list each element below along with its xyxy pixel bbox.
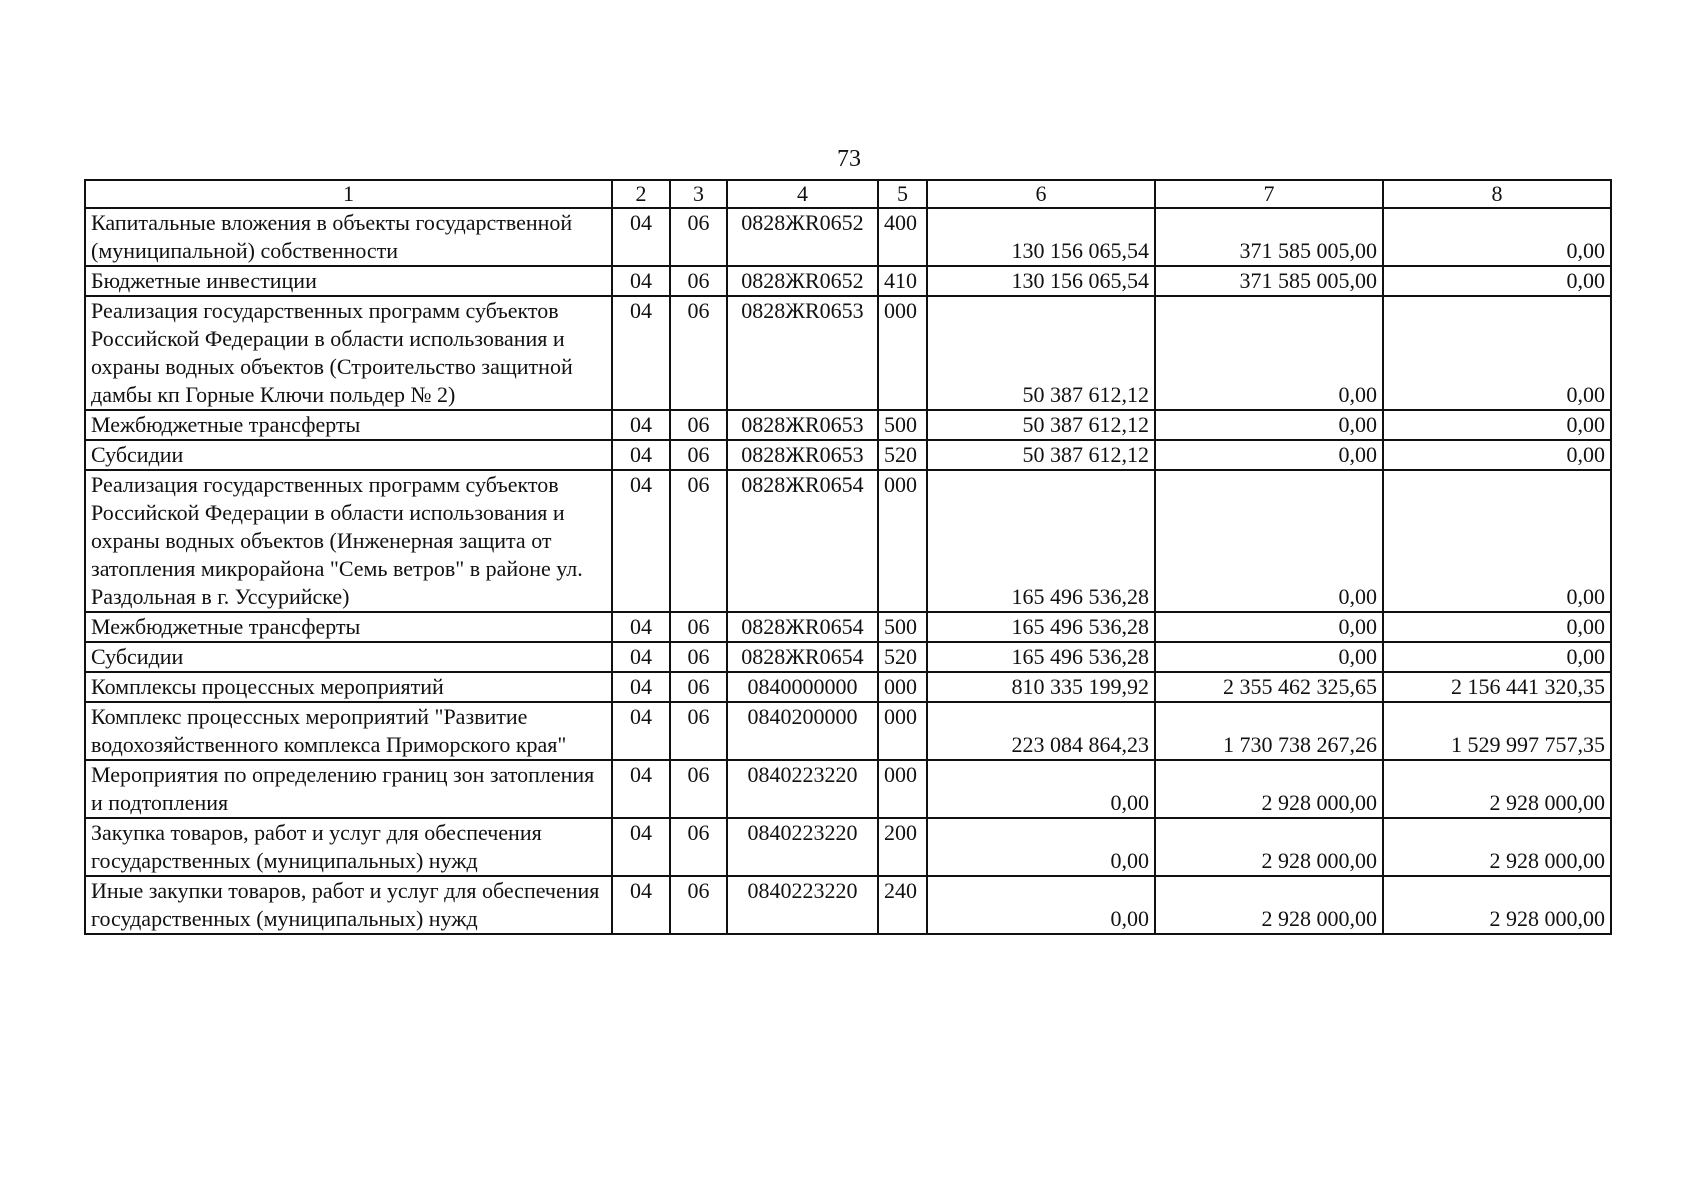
section-cell: 04 [612, 208, 670, 266]
section-cell: 04 [612, 470, 670, 612]
row-name-cell: Межбюджетные трансферты [85, 410, 612, 440]
amount-col6-cell: 50 387 612,12 [927, 440, 1155, 470]
amount-col8-cell: 0,00 [1383, 296, 1611, 410]
table-row [85, 702, 1611, 760]
amount-col6-cell: 0,00 [927, 760, 1155, 818]
target-article-cell: 0828ЖR0653 [727, 296, 878, 410]
subsection-cell: 06 [670, 296, 727, 410]
section-cell: 04 [612, 266, 670, 296]
expense-type-cell: 410 [878, 266, 927, 296]
target-article-cell: 0840223220 [727, 818, 878, 876]
subsection-cell: 06 [670, 208, 727, 266]
subsection-cell: 06 [670, 818, 727, 876]
amount-col7-cell: 0,00 [1155, 612, 1383, 642]
amount-col8-cell: 1 529 997 757,35 [1383, 702, 1611, 760]
header-cell: 1 [85, 180, 612, 208]
target-article-cell: 0828ЖR0653 [727, 440, 878, 470]
section-cell: 04 [612, 876, 670, 934]
table-row [85, 296, 1611, 410]
target-article-cell: 0840200000 [727, 702, 878, 760]
row-name-cell: Бюджетные инвестиции [85, 266, 612, 296]
amount-col6-cell: 50 387 612,12 [927, 410, 1155, 440]
row-name-cell: Комплексы процессных мероприятий [85, 672, 612, 702]
amount-col7-cell: 2 928 000,00 [1155, 760, 1383, 818]
amount-col6-cell: 165 496 536,28 [927, 642, 1155, 672]
target-article-cell: 0828ЖR0652 [727, 266, 878, 296]
section-cell: 04 [612, 410, 670, 440]
amount-col7-cell: 2 928 000,00 [1155, 818, 1383, 876]
row-name-cell: Межбюджетные трансферты [85, 612, 612, 642]
amount-col6-cell: 130 156 065,54 [927, 208, 1155, 266]
expense-type-cell: 000 [878, 702, 927, 760]
amount-col8-cell: 2 928 000,00 [1383, 760, 1611, 818]
page-number: 73 [837, 146, 861, 172]
target-article-cell: 0840223220 [727, 876, 878, 934]
expense-type-cell: 000 [878, 760, 927, 818]
subsection-cell: 06 [670, 266, 727, 296]
table-row [85, 470, 1611, 612]
budget-table [84, 179, 1612, 935]
expense-type-cell: 200 [878, 818, 927, 876]
table-row [85, 672, 1611, 702]
section-cell: 04 [612, 760, 670, 818]
amount-col6-cell: 0,00 [927, 818, 1155, 876]
target-article-cell: 0828ЖR0653 [727, 410, 878, 440]
amount-col7-cell: 371 585 005,00 [1155, 208, 1383, 266]
amount-col7-cell: 0,00 [1155, 410, 1383, 440]
amount-col8-cell: 2 928 000,00 [1383, 818, 1611, 876]
table-row [85, 760, 1611, 818]
header-cell: 5 [878, 180, 927, 208]
row-name-cell: Реализация государственных программ субъектов Российской Федерации в области использования и охраны водных объектов (Инженерная защита от затопления микрорайона "Семь ветров" в районе ул. Раздольная в г. Уссурийске) [85, 470, 612, 612]
header-cell: 3 [670, 180, 727, 208]
section-cell: 04 [612, 642, 670, 672]
row-name-cell: Мероприятия по определению границ зон затопления и подтопления [85, 760, 612, 818]
amount-col6-cell: 223 084 864,23 [927, 702, 1155, 760]
table-row [85, 440, 1611, 470]
amount-col8-cell: 0,00 [1383, 266, 1611, 296]
amount-col7-cell: 0,00 [1155, 470, 1383, 612]
target-article-cell: 0828ЖR0652 [727, 208, 878, 266]
row-name-cell: Субсидии [85, 440, 612, 470]
amount-col7-cell: 371 585 005,00 [1155, 266, 1383, 296]
amount-col8-cell: 0,00 [1383, 208, 1611, 266]
amount-col8-cell: 0,00 [1383, 612, 1611, 642]
section-cell: 04 [612, 296, 670, 410]
amount-col7-cell: 2 355 462 325,65 [1155, 672, 1383, 702]
section-cell: 04 [612, 672, 670, 702]
amount-col6-cell: 165 496 536,28 [927, 470, 1155, 612]
expense-type-cell: 000 [878, 296, 927, 410]
row-name-cell: Иные закупки товаров, работ и услуг для обеспечения государственных (муниципальных) нужд [85, 876, 612, 934]
expense-type-cell: 000 [878, 672, 927, 702]
header-cell: 8 [1383, 180, 1611, 208]
amount-col7-cell: 0,00 [1155, 642, 1383, 672]
subsection-cell: 06 [670, 702, 727, 760]
table-row [85, 612, 1611, 642]
row-name-cell: Реализация государственных программ субъектов Российской Федерации в области использования и охраны водных объектов (Строительство защитной дамбы кп Горные Ключи польдер № 2) [85, 296, 612, 410]
row-name-cell: Закупка товаров, работ и услуг для обеспечения государственных (муниципальных) нужд [85, 818, 612, 876]
amount-col6-cell: 50 387 612,12 [927, 296, 1155, 410]
expense-type-cell: 400 [878, 208, 927, 266]
subsection-cell: 06 [670, 440, 727, 470]
row-name-cell: Субсидии [85, 642, 612, 672]
row-name-cell: Комплекс процессных мероприятий "Развитие водохозяйственного комплекса Приморского края" [85, 702, 612, 760]
table-row [85, 208, 1611, 266]
expense-type-cell: 520 [878, 440, 927, 470]
section-cell: 04 [612, 818, 670, 876]
table-row [85, 876, 1611, 934]
expense-type-cell: 000 [878, 470, 927, 612]
section-cell: 04 [612, 440, 670, 470]
amount-col6-cell: 0,00 [927, 876, 1155, 934]
header-cell: 6 [927, 180, 1155, 208]
subsection-cell: 06 [670, 760, 727, 818]
subsection-cell: 06 [670, 612, 727, 642]
target-article-cell: 0840223220 [727, 760, 878, 818]
subsection-cell: 06 [670, 470, 727, 612]
subsection-cell: 06 [670, 642, 727, 672]
row-name-cell: Капитальные вложения в объекты государственной (муниципальной) собственности [85, 208, 612, 266]
table-row [85, 266, 1611, 296]
subsection-cell: 06 [670, 876, 727, 934]
section-cell: 04 [612, 702, 670, 760]
subsection-cell: 06 [670, 672, 727, 702]
expense-type-cell: 520 [878, 642, 927, 672]
header-cell: 4 [727, 180, 878, 208]
amount-col7-cell: 0,00 [1155, 296, 1383, 410]
amount-col7-cell: 2 928 000,00 [1155, 876, 1383, 934]
amount-col7-cell: 0,00 [1155, 440, 1383, 470]
table-row [85, 818, 1611, 876]
target-article-cell: 0828ЖR0654 [727, 642, 878, 672]
amount-col8-cell: 0,00 [1383, 410, 1611, 440]
subsection-cell: 06 [670, 410, 727, 440]
header-cell: 2 [612, 180, 670, 208]
header-cell: 7 [1155, 180, 1383, 208]
amount-col6-cell: 165 496 536,28 [927, 612, 1155, 642]
amount-col8-cell: 2 156 441 320,35 [1383, 672, 1611, 702]
expense-type-cell: 240 [878, 876, 927, 934]
amount-col6-cell: 810 335 199,92 [927, 672, 1155, 702]
amount-col6-cell: 130 156 065,54 [927, 266, 1155, 296]
table-header-row [85, 180, 1611, 208]
amount-col8-cell: 0,00 [1383, 642, 1611, 672]
expense-type-cell: 500 [878, 410, 927, 440]
expense-type-cell: 500 [878, 612, 927, 642]
amount-col8-cell: 0,00 [1383, 470, 1611, 612]
target-article-cell: 0840000000 [727, 672, 878, 702]
amount-col7-cell: 1 730 738 267,26 [1155, 702, 1383, 760]
table-row [85, 642, 1611, 672]
table-row [85, 410, 1611, 440]
target-article-cell: 0828ЖR0654 [727, 470, 878, 612]
amount-col8-cell: 2 928 000,00 [1383, 876, 1611, 934]
section-cell: 04 [612, 612, 670, 642]
target-article-cell: 0828ЖR0654 [727, 612, 878, 642]
amount-col8-cell: 0,00 [1383, 440, 1611, 470]
